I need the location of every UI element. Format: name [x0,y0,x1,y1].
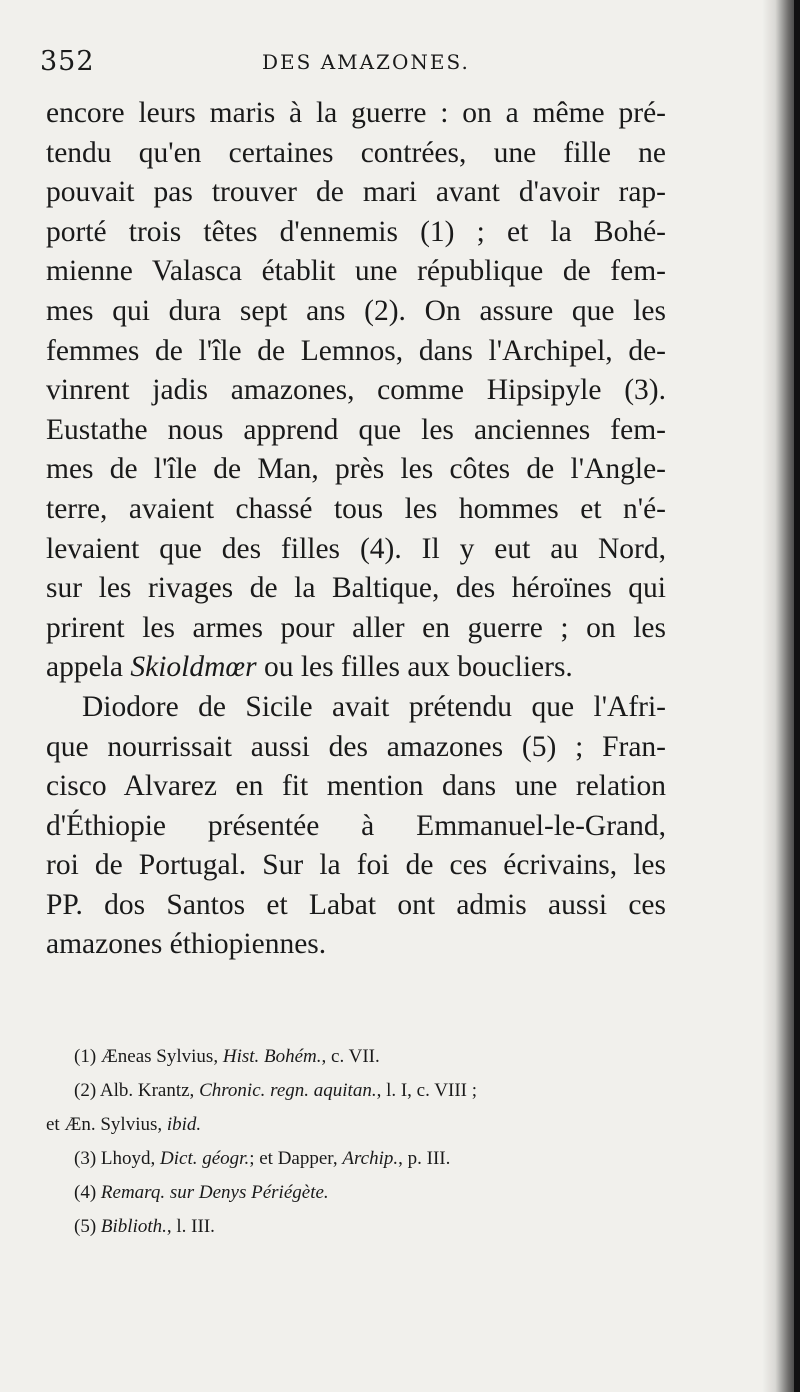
footnote-text: Lhoyd, [96,1148,161,1169]
italic-term: Skioldmœr [130,651,257,684]
text-line: que nourrissait aussi des amazones (5) ; Fran- [46,730,666,763]
text-line: terre, avaient chassé tous les hommes et n'é- [46,492,666,525]
footnote-mark: (5) [74,1216,97,1237]
footnote-text: Æneas Sylvius, [96,1046,223,1067]
text-line: roi de Portugal. Sur la foi de ces écrivains, les [46,849,666,882]
running-title: DES AMAZONES. [262,50,470,74]
footnote [50,1210,680,1244]
text-fragment: ou les filles aux boucliers. [256,651,573,684]
text-line: Diodore de Sicile avait prétendu que l'Afri- [82,690,666,723]
footnote-text: , l. I, c. VIII ; [376,1080,478,1101]
footnote [50,1040,680,1074]
text-line: PP. dos Santos et Labat ont admis aussi ces [46,888,666,921]
footnote-continuation [46,1108,680,1142]
text-line: prirent les armes pour aller en guerre ; on les [46,611,666,644]
text-line: femmes de l'île de Lemnos, dans l'Archipel, de- [46,334,666,367]
footnote-text: Alb. Krantz, [96,1080,200,1101]
footnote [50,1176,680,1210]
text-fragment: appela [46,651,131,684]
text-line: mes de l'île de Man, près les côtes de l'Angle- [46,453,666,486]
text-line: levaient que des filles (4). Il y eut au Nord, [46,532,666,565]
text-line [46,648,666,688]
text-line: pouvait pas trouver de mari avant d'avoir rap- [46,176,666,209]
footnote-text: ; et Dapper, [249,1148,343,1169]
footnote [50,1074,680,1108]
main-text [46,94,666,965]
text-line: d'Éthiopie présentée à Emmanuel-le-Grand, [46,809,666,842]
footnote-italic: Dict. géogr. [160,1148,250,1169]
page-number: 352 [40,46,95,77]
footnote-italic: Biblioth. [100,1216,167,1237]
footnote [50,1142,680,1176]
footnote-mark: (3) [74,1148,97,1169]
footnote-italic: Remarq. sur Denys Périégète. [100,1182,329,1203]
text-line: sur les rivages de la Baltique, des héroïnes qui [46,572,666,605]
footnote-italic: Chronic. regn. aquitan. [199,1080,377,1101]
binding-edge [794,0,800,1392]
text-line: porté trois têtes d'ennemis (1) ; et la Bohé- [46,215,666,248]
footnote-mark: (2) [74,1080,97,1101]
footnote-text: et Æn. Sylvius, [46,1114,167,1135]
text-line: vinrent jadis amazones, comme Hipsipyle (3). [46,374,666,407]
footnotes [46,1040,680,1244]
footnote-italic: Archip. [342,1148,399,1169]
page-header [40,44,730,84]
text-line: encore leurs maris à la guerre : on a même pré- [46,97,666,129]
footnote-italic: Hist. Bohém. [222,1046,322,1067]
text-line: mes qui dura sept ans (2). On assure que les [46,294,666,327]
text-line: mienne Valasca établit une république de fem- [46,255,666,288]
footnote-italic: ibid. [166,1114,202,1135]
text-line: Eustathe nous apprend que les anciennes fem- [46,413,666,446]
footnote-text: , p. III. [398,1148,451,1169]
text-line: tendu qu'en certaines contrées, une fille ne [46,136,666,169]
footnote-mark: (1) [74,1046,97,1067]
footnote-mark: (4) [74,1182,97,1203]
footnote-text: , l. III. [166,1216,215,1237]
footnote-text: , c. VII. [321,1046,380,1067]
text-line: amazones éthiopiennes. [46,928,327,961]
text-line: cisco Alvarez en fit mention dans une relation [46,770,666,803]
